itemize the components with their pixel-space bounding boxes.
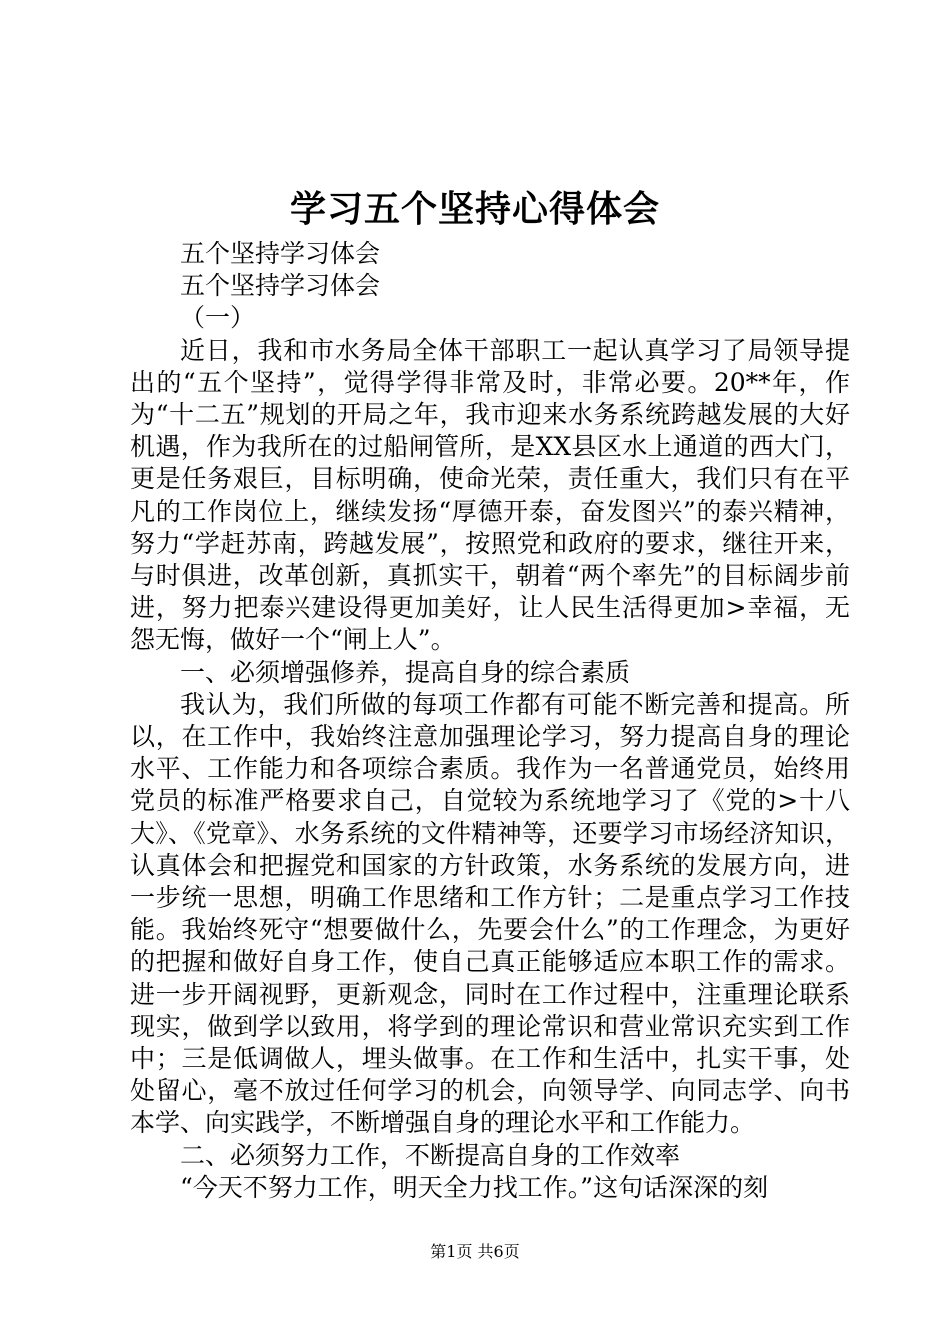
paragraph-subtitle-1: 五个坚持学习体会 bbox=[180, 239, 381, 268]
paragraph-section-2: “今天不努力工作，明天全力找工作。”这句话深深的刻 bbox=[180, 1172, 769, 1202]
paragraph-subtitle-2: 五个坚持学习体会 bbox=[180, 271, 381, 301]
page-footer: 第1页 共6页 bbox=[430, 1242, 520, 1261]
section-heading-2: 二、必须努力工作，不断提高自身的工作效率 bbox=[180, 1140, 681, 1170]
paragraph-section-number: （一） bbox=[180, 303, 256, 333]
document-title: 学习五个坚持心得体会 bbox=[289, 188, 660, 230]
paragraph-intro: 近日，我和市水务局全体干部职工一起认真学习了局领导提出的“五个坚持”，觉得学得非常及时，非常必要。20**年，作为“十二五”规划的开局之年，我市迎来水务系统跨越发展的大好机遇，作为我所在的过船闸管所，是XX县区水上通道的西大门，更是任务艰巨，目标明确，使命光荣，责任重大，我们只有在平凡的工作岗位上，继续发扬“厚德开泰，奋发图兴”的泰兴精神，努力“学赶苏南，跨越发展”，按照党和政府的要求，继往开来，与时俱进，改革创新，真抓实干，朝着“两个率先”的目标阔步前进，努力把泰兴建设得更加美好，让人民生活得更加>幸福，无怨无悔，做好一个“闸上人”。 bbox=[130, 335, 850, 655]
paragraph-section-1: 我认为，我们所做的每项工作都有可能不断完善和提高。所以，在工作中，我始终注意加强理论学习，努力提高自身的理论水平、工作能力和各项综合素质。我作为一名普通党员，始终用党员的标准严格要求自己，自觉较为系统地学习了《党的>十八大》、《党章》、水务系统的文件精神等，还要学习市场经济知识，认真体会和把握党和国家的方针政策，水务系统的发展方向，进一步统一思想，明确工作思绪和工作方针；二是重点学习工作技能。我始终死守“想要做什么，先要会什么”的工作理念，为更好的把握和做好自身工作，使自己真正能够适应本职工作的需求。进一步开阔视野，更新观念，同时在工作过程中，注重理论联系现实，做到学以致用，将学到的理论常识和营业常识充实到工作中；三是低调做人，埋头做事。在工作和生活中，扎实干事，处处留心，毫不放过任何学习的机会，向领导学、向同志学、向书本学、向实践学，不断增强自身的理论水平和工作能力。 bbox=[130, 689, 850, 1138]
section-heading-1: 一、必须增强修养，提高自身的综合素质 bbox=[180, 657, 631, 687]
document-body bbox=[130, 238, 850, 1204]
